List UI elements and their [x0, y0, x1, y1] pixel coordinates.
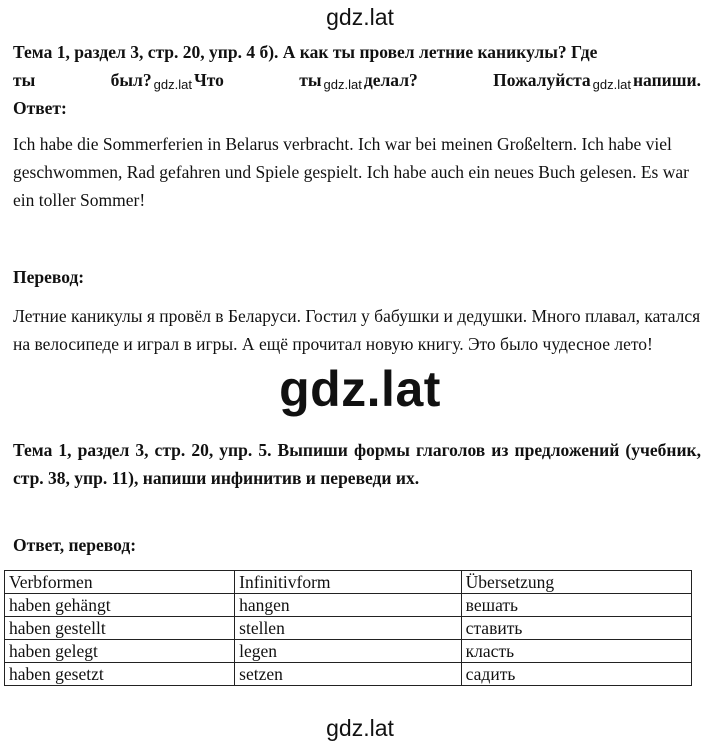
- table-header-row: [5, 571, 692, 594]
- watermark-inline: gdz.lat: [323, 77, 362, 92]
- table-cell: legen: [235, 640, 462, 663]
- table-cell: haben gesetzt: [5, 663, 235, 686]
- table-row: [5, 640, 692, 663]
- task2-heading: Тема 1, раздел 3, стр. 20, упр. 5. Выпиши формы глаголов из предложений (учебник, стр. 38, упр. 11), напиши инфинитив и переведи их.: [13, 440, 701, 488]
- word-group: был? gdz.lat Что: [110, 70, 224, 92]
- word-group: ты gdz.lat делал?: [299, 70, 418, 92]
- table-cell: setzen: [235, 663, 462, 686]
- table-cell: hangen: [235, 594, 462, 617]
- table-cell: класть: [461, 640, 691, 663]
- watermark-top: gdz.lat: [326, 4, 394, 30]
- translation-paragraph: Летние каникулы я провёл в Беларуси. Гостил у бабушки и дедушки. Много плавал, катался на велосипеде и играл в игры. А ещё прочитал новую книгу. Это было чудесное лето!: [13, 306, 701, 354]
- table-cell: садить: [461, 663, 691, 686]
- table-cell: stellen: [235, 617, 462, 640]
- word-group: Пожалуйста gdz.lat напиши.: [493, 70, 701, 92]
- answer-translation-label: Ответ, перевод:: [13, 535, 137, 555]
- table-cell: haben gelegt: [5, 640, 235, 663]
- table-row: [5, 594, 692, 617]
- watermark-bottom: gdz.lat: [326, 715, 394, 741]
- translation-label: Перевод:: [13, 267, 85, 287]
- task1-heading: [13, 38, 701, 99]
- table-cell: вешать: [461, 594, 691, 617]
- table-cell: ставить: [461, 617, 691, 640]
- watermark-inline: gdz.lat: [592, 77, 631, 92]
- table-cell: haben gestellt: [5, 617, 235, 640]
- table-header-cell: Infinitivform: [235, 571, 462, 594]
- watermark-center: gdz.lat: [279, 361, 441, 417]
- table-cell: haben gehängt: [5, 594, 235, 617]
- table-row: [5, 663, 692, 686]
- table-row: [5, 617, 692, 640]
- verb-forms-table: [4, 570, 692, 686]
- table-header-cell: Verbformen: [5, 571, 235, 594]
- watermark-inline: gdz.lat: [153, 77, 192, 92]
- word: ты: [13, 70, 36, 90]
- table-header-cell: Übersetzung: [461, 571, 691, 594]
- task1-heading-line1: Тема 1, раздел 3, стр. 20, упр. 4 б). А как ты провел летние каникулы? Где: [13, 42, 598, 62]
- answer-paragraph: Ich habe die Sommerferien in Belarus verbracht. Ich war bei meinen Großeltern. Ich habe viel geschwommen, Rad gefahren und Spiele gespielt. Ich habe auch ein neues Buch gelesen. Es war ein toller Sommer!: [13, 134, 689, 210]
- answer-label: Ответ:: [13, 98, 67, 118]
